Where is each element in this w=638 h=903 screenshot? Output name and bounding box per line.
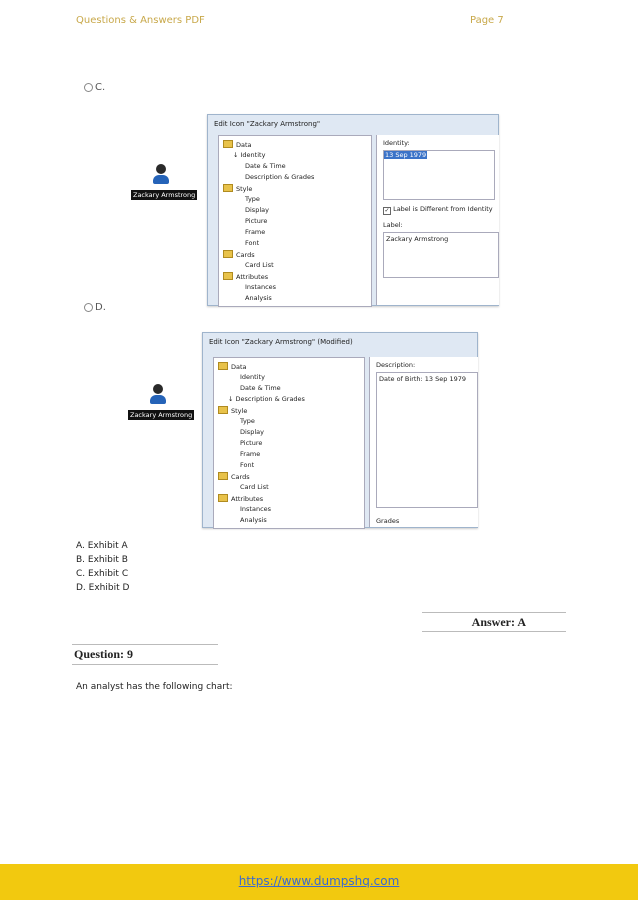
radio-circle-icon (84, 303, 93, 312)
tree-item-identity[interactable]: ↓ Identity (233, 151, 266, 159)
identity-label: Identity: (383, 139, 410, 147)
tree-item-data[interactable]: Data (223, 140, 252, 149)
tree-item-attributes[interactable]: Attributes (218, 494, 263, 503)
tree-item-instances[interactable]: Instances (245, 283, 277, 291)
footer-link[interactable]: https://www.dumpshq.com (238, 874, 400, 888)
tree-item-description-grades[interactable]: ↓ Description & Grades (228, 395, 305, 403)
settings-tree (213, 357, 365, 529)
identity-field[interactable] (383, 150, 495, 200)
answer-text: Answer: A (471, 615, 526, 629)
option-c-radio[interactable] (84, 82, 105, 93)
tree-item-type[interactable]: Type (240, 417, 255, 425)
tree-item-attributes[interactable]: Attributes (223, 272, 268, 281)
folder-icon (223, 184, 233, 192)
tree-item-identity[interactable]: Identity (240, 373, 265, 381)
tree-item-analysis[interactable]: Analysis (240, 516, 267, 524)
tree-item-cards[interactable]: Cards (223, 250, 255, 259)
tree-item-frame[interactable]: Frame (240, 450, 261, 458)
exhibit-c-screenshot (125, 108, 497, 302)
identity-pane (376, 135, 499, 305)
folder-icon (218, 406, 228, 414)
tree-item-style[interactable]: Style (223, 184, 252, 193)
tree-item-card-list[interactable]: Card List (245, 261, 274, 269)
user-head-icon (153, 384, 163, 394)
avatar-name: Zackary Armstrong (130, 411, 193, 419)
dialog-title: Edit Icon "Zackary Armstrong" (Modified) (209, 338, 353, 346)
exhibit-d-screenshot (122, 328, 476, 525)
option-d-letter: D. (95, 302, 106, 313)
option-d: D. Exhibit D (76, 583, 130, 593)
question-heading-box (72, 644, 218, 665)
folder-icon (218, 494, 228, 502)
user-avatar (128, 384, 193, 422)
user-avatar (131, 164, 196, 202)
folder-icon (223, 250, 233, 258)
folder-icon (218, 472, 228, 480)
option-a: A. Exhibit A (76, 541, 128, 551)
edit-icon-modified-dialog (202, 332, 478, 528)
tree-item-picture[interactable]: Picture (245, 217, 268, 225)
description-field[interactable]: Date of Birth: 13 Sep 1979 (376, 372, 478, 508)
tree-item-data[interactable]: Data (218, 362, 247, 371)
page-number: Page 7 (470, 15, 504, 26)
user-body-icon (150, 395, 166, 404)
user-head-icon (156, 164, 166, 174)
identity-value: 13 Sep 1979 (385, 151, 427, 159)
user-body-icon (153, 175, 169, 184)
arrow-down-icon: ↓ (233, 151, 241, 159)
avatar-name: Zackary Armstrong (133, 191, 196, 199)
option-b: B. Exhibit B (76, 555, 128, 565)
tree-item-font[interactable]: Font (245, 239, 260, 247)
tree-item-display[interactable]: Display (245, 206, 269, 214)
tree-item-analysis[interactable]: Analysis (245, 294, 272, 302)
label-label: Label: (383, 221, 403, 229)
option-d-radio[interactable] (84, 302, 106, 313)
tree-item-font[interactable]: Font (240, 461, 255, 469)
tree-item-date-time[interactable]: Date & Time (240, 384, 281, 392)
label-different-checkbox[interactable]: ✓ Label is Different from Identity (384, 205, 493, 214)
folder-icon (218, 362, 228, 370)
question-text: An analyst has the following chart: (76, 682, 233, 692)
option-c-letter: C. (95, 82, 106, 93)
settings-tree (218, 135, 372, 307)
tree-item-card-list[interactable]: Card List (240, 483, 269, 491)
tree-item-style[interactable]: Style (218, 406, 247, 415)
tree-item-display[interactable]: Display (240, 428, 264, 436)
label-field[interactable]: Zackary Armstrong (383, 232, 499, 278)
option-c: C. Exhibit C (76, 569, 129, 579)
tree-item-type[interactable]: Type (245, 195, 260, 203)
radio-circle-icon (84, 83, 93, 92)
question-title: Question: 9 (74, 647, 134, 661)
description-label: Description: (376, 361, 416, 369)
grades-label: Grades (376, 517, 400, 525)
tree-item-description-grades[interactable]: Description & Grades (245, 173, 315, 181)
dialog-title: Edit Icon "Zackary Armstrong" (214, 120, 321, 128)
tree-item-picture[interactable]: Picture (240, 439, 263, 447)
tree-item-date-time[interactable]: Date & Time (245, 162, 286, 170)
tree-item-cards[interactable]: Cards (218, 472, 250, 481)
answer-box (422, 612, 566, 632)
description-pane (369, 357, 478, 527)
folder-icon (223, 140, 233, 148)
edit-icon-dialog (207, 114, 499, 306)
footer-bar (0, 864, 638, 900)
folder-icon (223, 272, 233, 280)
tree-item-frame[interactable]: Frame (245, 228, 266, 236)
tree-item-instances[interactable]: Instances (240, 505, 272, 513)
checkbox-checked-icon: ✓ (384, 207, 390, 214)
header-title: Questions & Answers PDF (76, 15, 205, 26)
arrow-down-icon: ↓ (228, 395, 236, 403)
